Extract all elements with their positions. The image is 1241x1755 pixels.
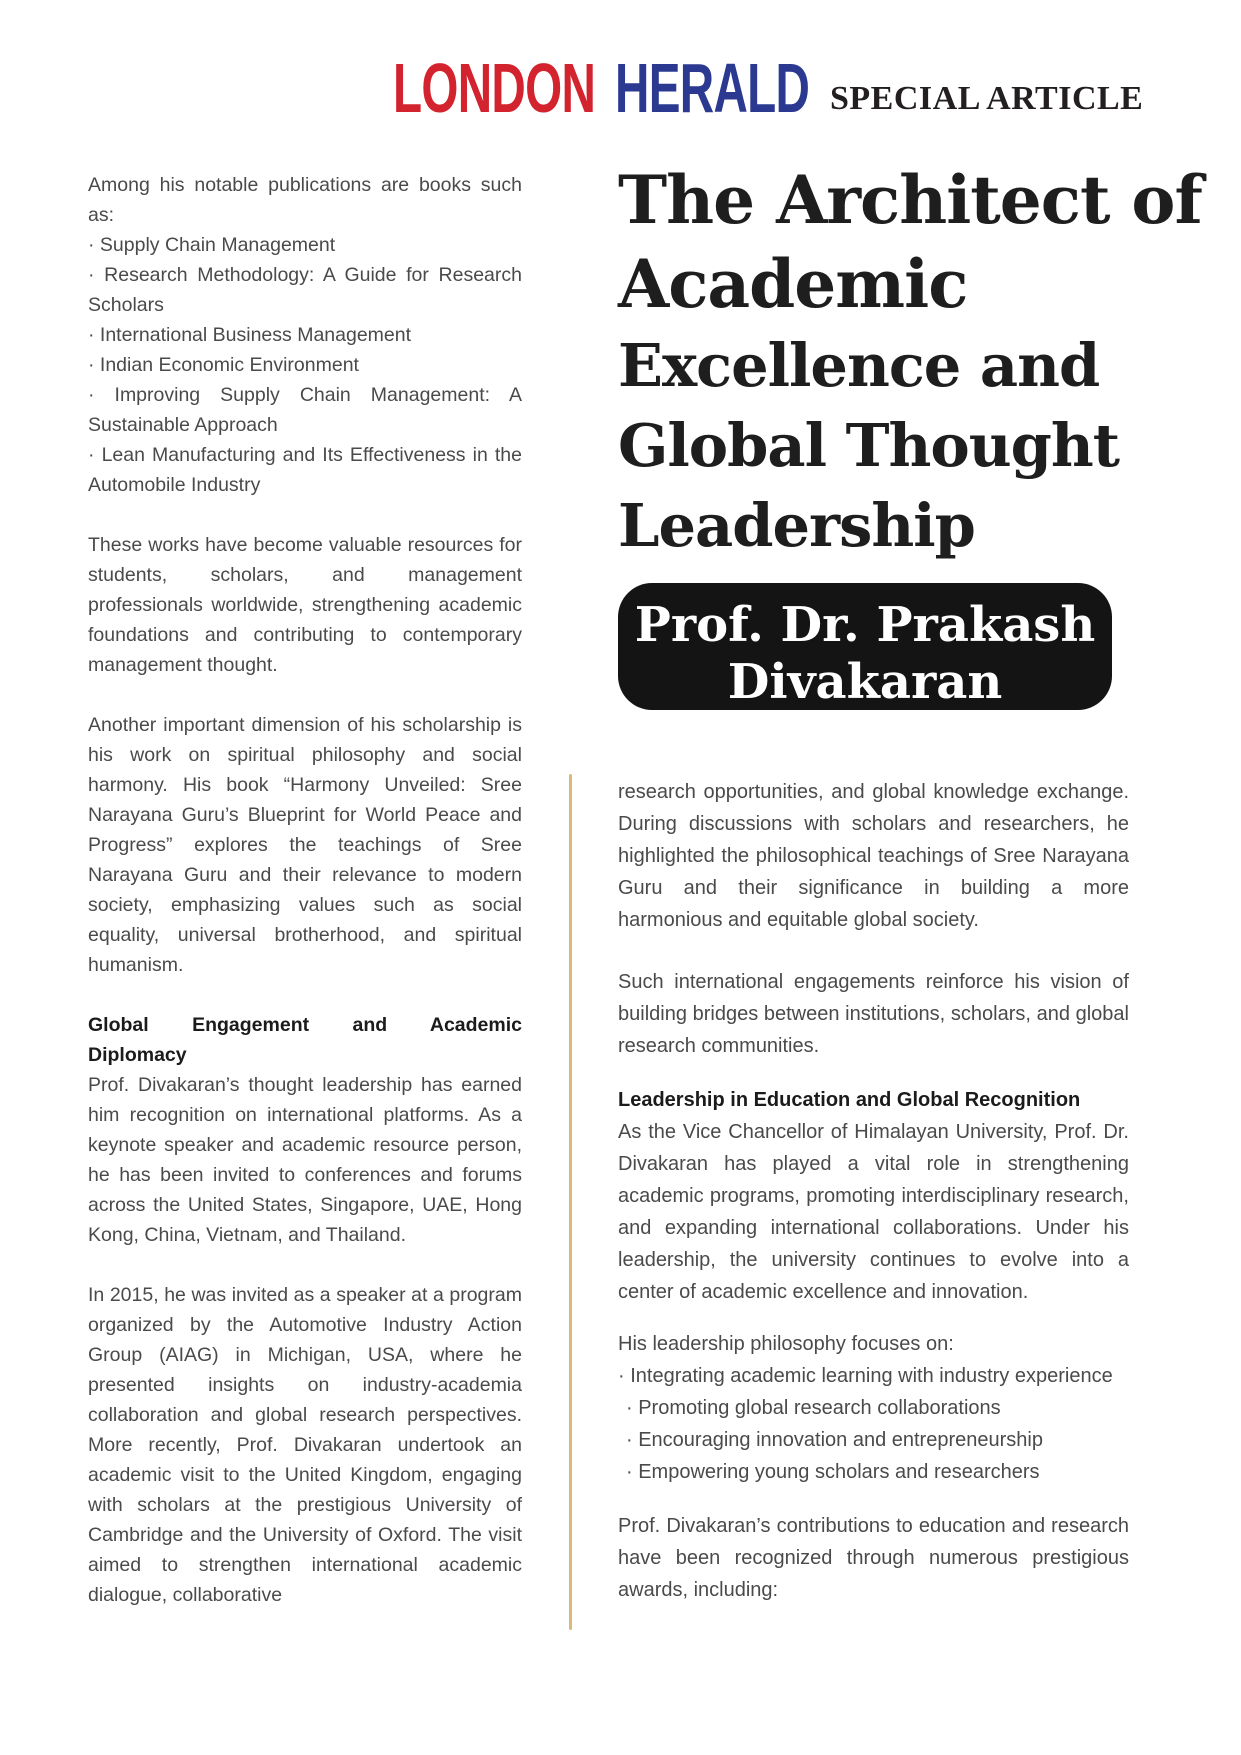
author-name-line: Prof. Dr. Prakash <box>634 597 1096 653</box>
paragraph: These works have become valuable resources for students, scholars, and management professionals worldwide, strengthening academic foundations and contributing to contemporary management thought. <box>88 534 522 676</box>
bullet-item: · Promoting global research collaborations <box>626 1397 1001 1419</box>
logo-word-london: LONDON <box>393 49 596 127</box>
bullet-item: · Encouraging innovation and entrepreneurship <box>626 1429 1043 1451</box>
headline-line: Global Thought <box>618 411 1120 480</box>
headline <box>618 158 1202 566</box>
paragraph: Such international engagements reinforce his vision of building bridges between institutions, scholars, and global research communities. <box>618 971 1129 1057</box>
special-article-tag: SPECIAL ARTICLE <box>830 80 1144 117</box>
bullet-item: · Research Methodology: A Guide for Research Scholars <box>88 264 522 316</box>
headline-line: The Architect of <box>618 161 1202 239</box>
section-heading: Global Engagement and Academic <box>88 1014 522 1036</box>
column-divider <box>569 774 572 1630</box>
paragraph: Prof. Divakaran’s contributions to education and research have been recognized through numerous prestigious awards, including: <box>618 1515 1129 1601</box>
bullet-item: · Lean Manufacturing and Its Effectiveness in the Automobile Industry <box>88 444 522 496</box>
headline-line: Academic <box>618 245 968 323</box>
left-column <box>88 170 522 1610</box>
paragraph: Another important dimension of his scholarship is his work on spiritual philosophy and social harmony. His book “Harmony Unveiled: Sree Narayana Guru’s Blueprint for World Peace and Progress” explores the teachings of Sree Narayana Guru and their relevance to modern society, emphasizing values such as social equality, universal brotherhood, and spiritual humanism. <box>88 714 522 976</box>
headline-line: Leadership <box>618 491 975 560</box>
paragraph: In 2015, he was invited as a speaker at a program organized by the Automotive Industry Action Group (AIAG) in Michigan, USA, where he presented insights on industry-academia collaboration and global research perspectives. More recently, Prof. Divakaran undertook an academic visit to the United Kingdom, engaging with scholars at the prestigious University of Cambridge and the University of Oxford. The visit aimed to strengthen international academic dialogue, collaborative <box>88 1284 522 1606</box>
headline-line: Excellence and <box>618 331 1100 400</box>
bullet-item: · Integrating academic learning with industry experience <box>618 1365 1113 1387</box>
logo-word-herald: HERALD <box>615 49 810 127</box>
author-name-box <box>618 583 1112 710</box>
paragraph: Among his notable publications are books such as: <box>88 174 522 226</box>
section-heading: Leadership in Education and Global Recognition <box>618 1089 1081 1111</box>
paragraph: Prof. Divakaran’s thought leadership has earned him recognition on international platforms. As a keynote speaker and academic resource person, he has been invited to conferences and forums across the United States, Singapore, UAE, Hong Kong, China, Vietnam, and Thailand. <box>88 1074 522 1246</box>
bullet-item: · Improving Supply Chain Management: A Sustainable Approach <box>88 384 522 436</box>
paragraph: As the Vice Chancellor of Himalayan University, Prof. Dr. Divakaran has played a vital role in strengthening academic programs, promoting interdisciplinary research, and expanding international collaborations. Under his leadership, the university continues to evolve into a center of academic excellence and innovation. <box>618 1121 1129 1303</box>
bullet-item: · International Business Management <box>88 324 412 346</box>
bullet-item: · Empowering young scholars and researchers <box>626 1461 1040 1483</box>
paragraph: research opportunities, and global knowledge exchange. During discussions with scholars and researchers, he highlighted the philosophical teachings of Sree Narayana Guru and their significance in building a more harmonious and equitable global society. <box>618 781 1129 931</box>
right-column <box>618 158 1202 1606</box>
bullet-item: · Indian Economic Environment <box>88 354 359 376</box>
paragraph: His leadership philosophy focuses on: <box>618 1333 954 1355</box>
section-heading: Diplomacy <box>88 1044 187 1066</box>
author-name-line: Divakaran <box>727 654 1003 710</box>
masthead <box>393 49 1144 127</box>
bullet-item: · Supply Chain Management <box>88 234 336 256</box>
